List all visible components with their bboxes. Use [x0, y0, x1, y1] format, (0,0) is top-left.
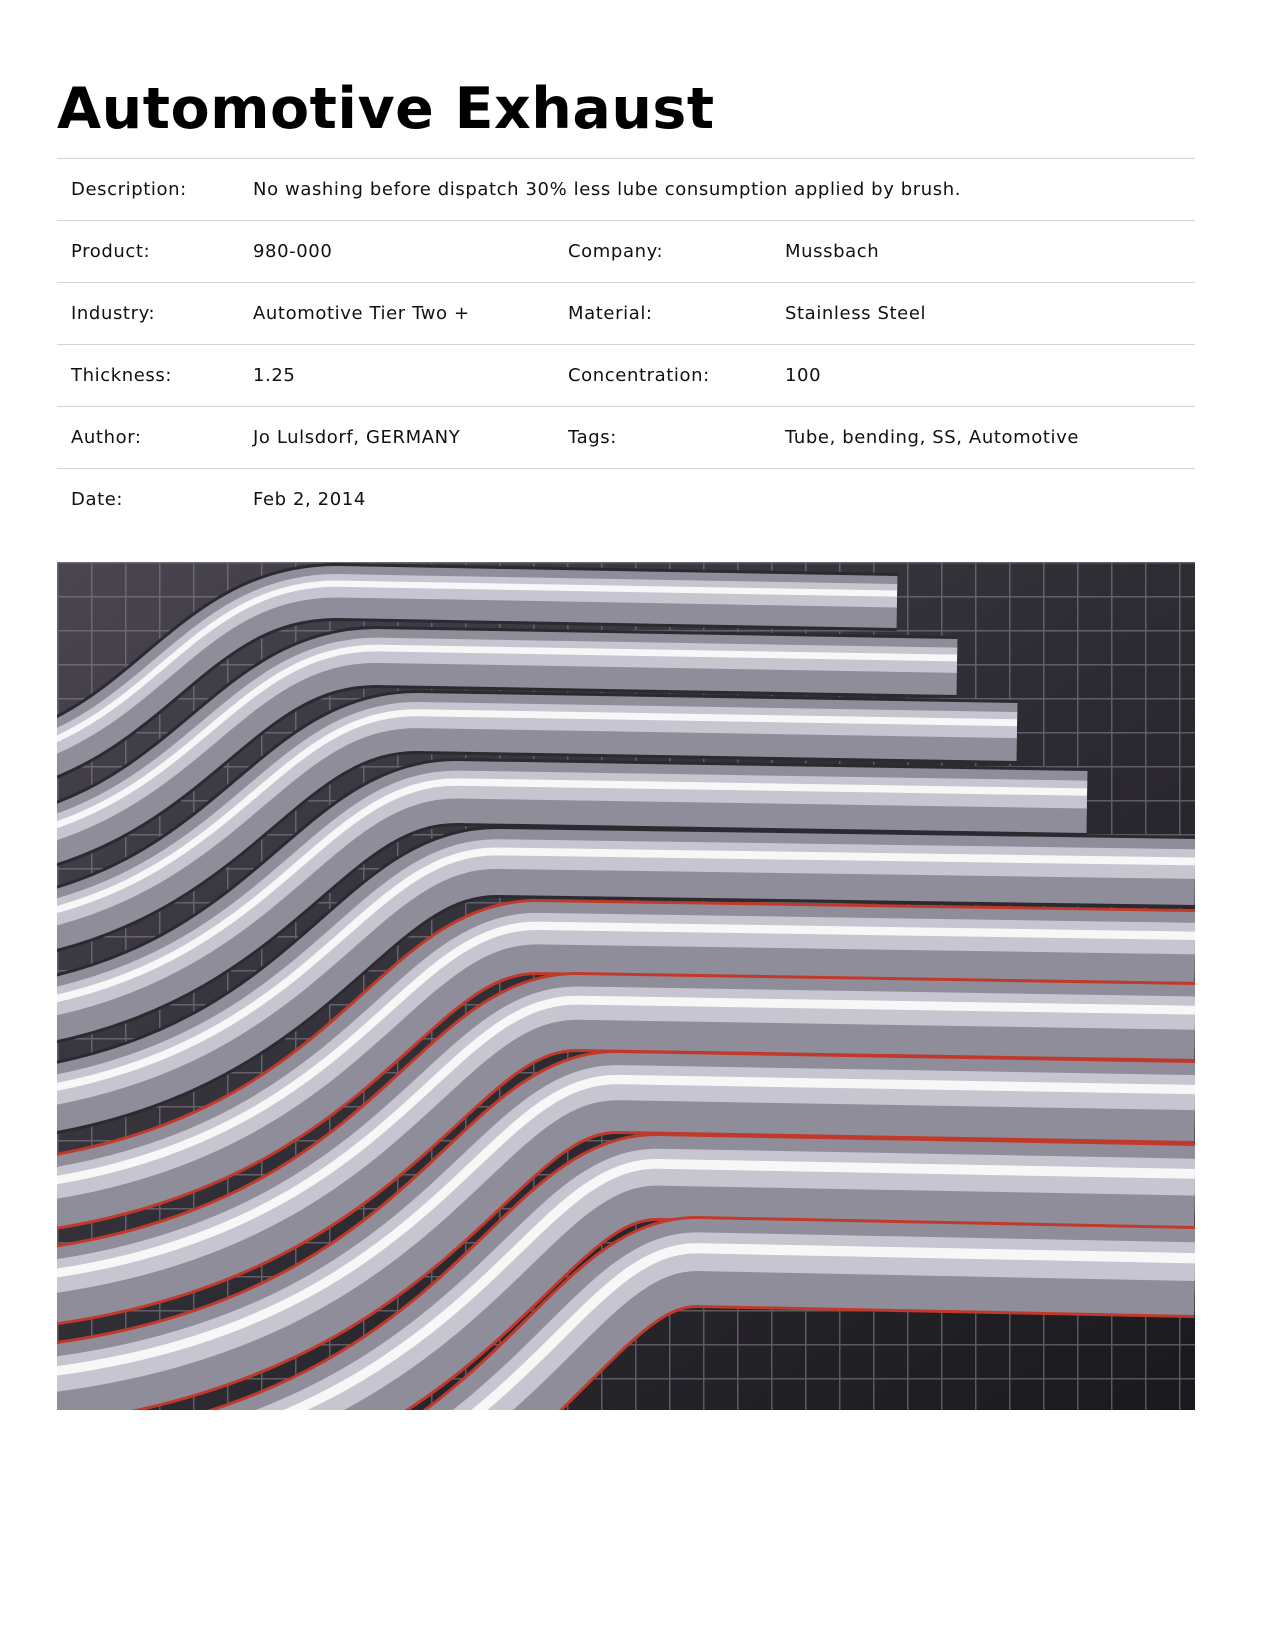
thickness-label: Thickness: [71, 365, 173, 386]
author-value: Jo Lulsdorf, GERMANY [253, 427, 461, 448]
industry-value: Automotive Tier Two + [253, 303, 470, 324]
page-title: Automotive Exhaust [57, 76, 715, 142]
description-row [57, 159, 1195, 221]
date-row [57, 469, 1195, 531]
details-table [57, 158, 1195, 531]
tags-label: Tags: [568, 427, 617, 448]
thickness-row [57, 345, 1195, 407]
material-value: Stainless Steel [785, 303, 927, 324]
description-value: No washing before dispatch 30% less lube consumption applied by brush. [253, 179, 962, 200]
industry-label: Industry: [71, 303, 156, 324]
product-row [57, 221, 1195, 283]
company-value: Mussbach [785, 241, 880, 262]
material-label: Material: [568, 303, 653, 324]
author-label: Author: [71, 427, 142, 448]
thickness-value: 1.25 [253, 365, 296, 386]
exhaust-pipes-photo [57, 562, 1195, 1410]
tags-value: Tube, bending, SS, Automotive [785, 427, 1080, 448]
date-value: Feb 2, 2014 [253, 489, 366, 511]
product-value: 980-000 [253, 241, 333, 262]
company-label: Company: [568, 241, 664, 262]
author-row [57, 407, 1195, 469]
concentration-value: 100 [785, 365, 822, 386]
industry-row [57, 283, 1195, 345]
date-label: Date: [71, 489, 124, 511]
description-label: Description: [71, 179, 187, 200]
concentration-label: Concentration: [568, 365, 710, 386]
product-label: Product: [71, 241, 151, 262]
